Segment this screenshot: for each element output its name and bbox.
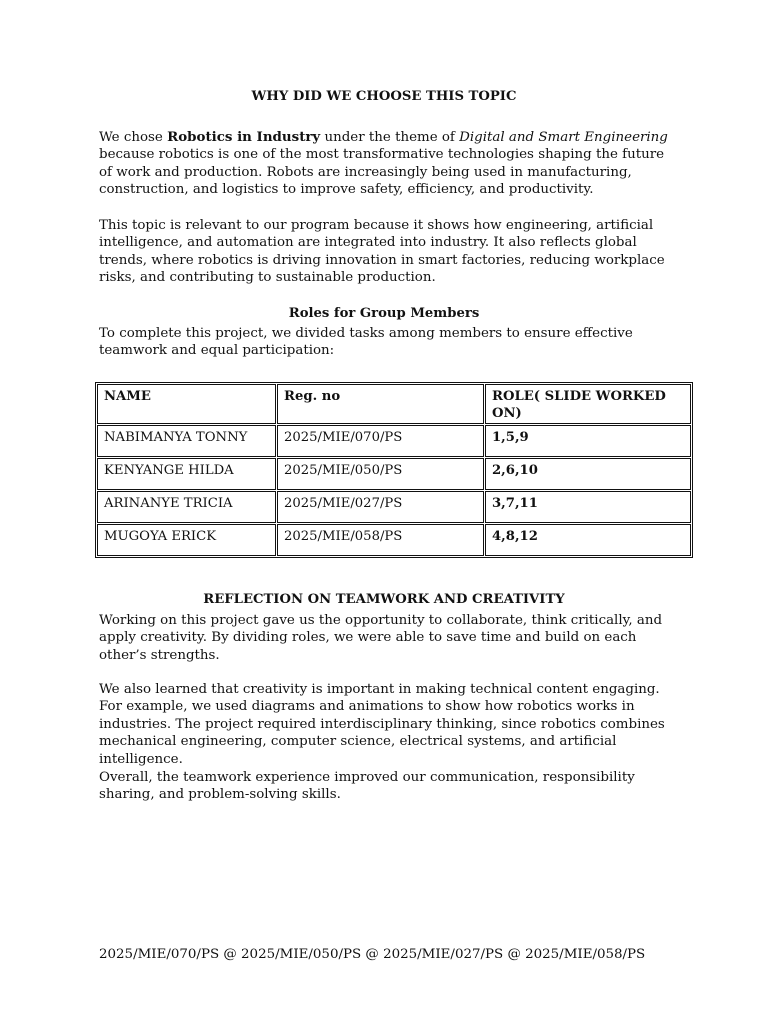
paragraph-roles-intro: To complete this project, we divided tasks among members to ensure effective teamwork and equal participation: [99, 326, 633, 359]
header-reg-no: Reg. no [277, 384, 484, 424]
paragraph-reflection-1: Working on this project gave us the opportunity to collaborate, think critically, and apply creativity. By dividing roles, we were able to save time and build on each other’s strengths. [99, 613, 663, 663]
paragraph-reflection-3: Overall, the teamwork experience improved our communication, responsibility sharing, and problem-solving skills. [99, 770, 635, 803]
topic-name: Robotics in Industry [167, 129, 321, 145]
cell-name: MUGOYA ERICK [97, 524, 276, 556]
section-title-reflection: REFLECTION ON TEAMWORK AND CREATIVITY [203, 592, 565, 607]
cell-name: KENYANGE HILDA [97, 458, 276, 490]
roles-table [95, 382, 693, 558]
header-role: ROLE( SLIDE WORKED ON) [485, 384, 691, 424]
cell-reg-no: 2025/MIE/027/PS [277, 491, 484, 523]
header-name: NAME [97, 384, 276, 424]
footer-reg-numbers: 2025/MIE/070/PS @ 2025/MIE/050/PS @ 2025/MIE/027/PS @ 2025/MIE/058/PS [99, 947, 646, 962]
cell-role: 2,6,10 [485, 458, 691, 490]
text-run: because robotics is one of the most transformative technologies shaping the future of work and production. Robots are increasingly being used in manufacturing, construction, and logistics to improve safety, efficiency, and productivity. [99, 147, 665, 198]
text-run: We chose [99, 130, 168, 145]
paragraph-topic-choice [99, 129, 674, 199]
theme-name: Digital and Smart Engineering [459, 130, 668, 145]
text-run: under the theme of [320, 130, 460, 145]
cell-name: ARINANYE TRICIA [97, 491, 276, 523]
table-row [97, 491, 691, 523]
section-title-why-topic: WHY DID WE CHOOSE THIS TOPIC [251, 89, 517, 104]
table-row [97, 425, 691, 457]
paragraph-topic-relevance: This topic is relevant to our program because it shows how engineering, artificial intelligence, and automation are integrated into industry. It also reflects global trends, where robotics is driving innovation in smart factories, reducing workplace risks, and contributing to sustainable production. [99, 218, 665, 286]
cell-reg-no: 2025/MIE/050/PS [277, 458, 484, 490]
cell-reg-no: 2025/MIE/070/PS [277, 425, 484, 457]
paragraph-reflection-2: We also learned that creativity is important in making technical content engaging. For example, we used diagrams and animations to show how robotics works in industries. The project required interdisciplinary thinking, since robotics combines mechanical engineering, computer science, electrical systems, and artificial intelligence. [99, 682, 665, 767]
cell-reg-no: 2025/MIE/058/PS [277, 524, 484, 556]
table-row [97, 524, 691, 556]
cell-name: NABIMANYA TONNY [97, 425, 276, 457]
table-header-row [97, 384, 691, 424]
section-title-roles: Roles for Group Members [288, 306, 480, 321]
cell-role: 3,7,11 [485, 491, 691, 523]
cell-role: 1,5,9 [485, 425, 691, 457]
table-row [97, 458, 691, 490]
cell-role: 4,8,12 [485, 524, 691, 556]
